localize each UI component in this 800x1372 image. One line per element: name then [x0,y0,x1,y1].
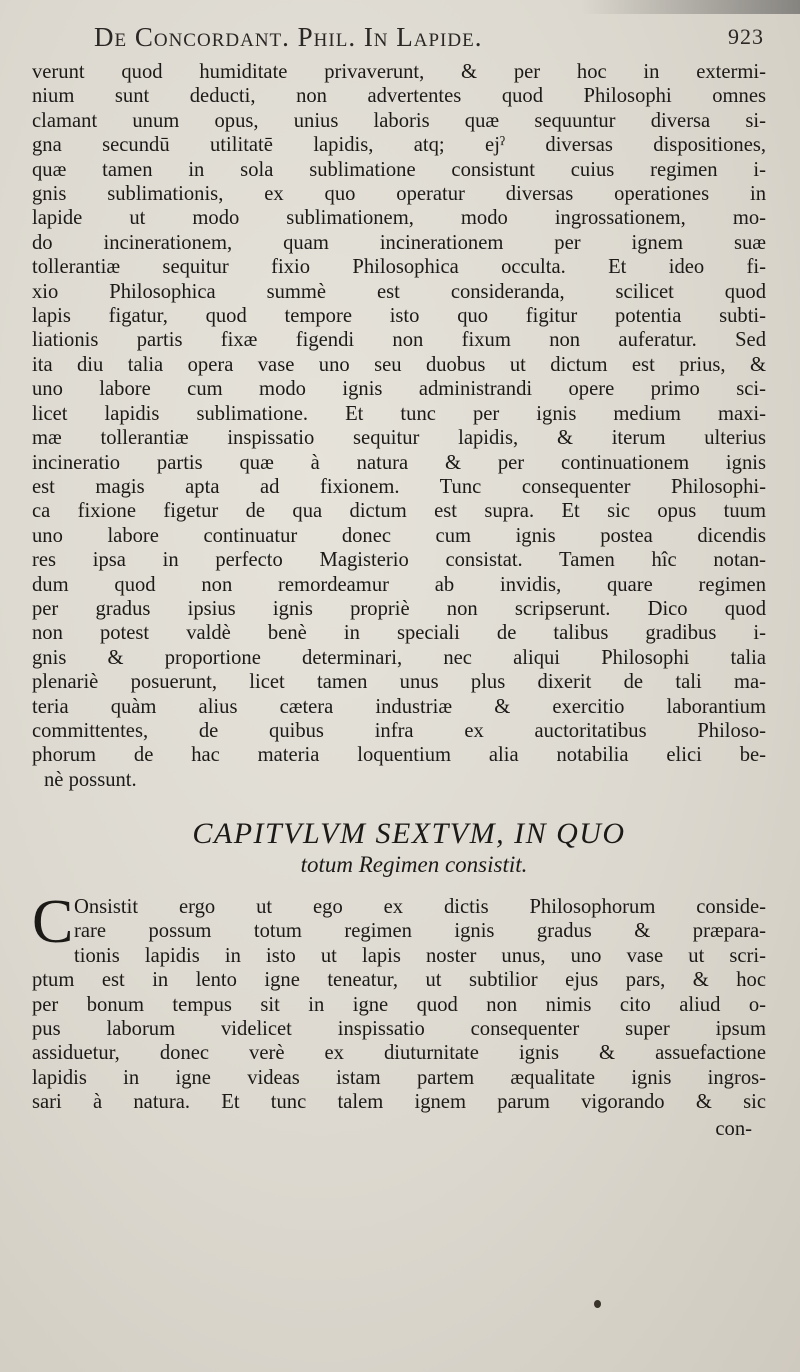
text-line: nè possunt. [44,768,137,791]
text-line: rare possum totum regimen ignis gradus & præpara- [74,920,766,943]
text-line: pus laborum videlicet inspissatio consequenter super ipsum [32,1018,766,1041]
text-line: do incinerationem, quam incinerationem per ignem suæ [32,231,766,254]
chapter-subtitle: totum Regimen consistit. [300,851,528,877]
text-line: est magis apta ad fixionem. Tunc consequenter Philosophi- [32,475,766,498]
text-line: tollerantiæ sequitur fixio Philosophica occulta. Et ideo fi- [32,256,766,279]
text-line: incineratio partis quæ à natura & per continuationem ignis [32,451,766,474]
running-title: De Concordant. Phil. In Lapide. [94,22,483,52]
text-line: uno labore continuatur donec cum ignis postea dicendis [32,524,766,547]
text-line: phorum de hac materia loquentium alia notabilia elici be- [32,744,766,767]
text-line: xio Philosophica summè est consideranda, scilicet quod [32,280,766,303]
text-line: per bonum tempus sit in igne quod non nimis cito aliud o- [32,993,766,1016]
text-line: quæ tamen in sola sublimatione consistunt cuius regimen i- [32,158,766,181]
text-line: liationis partis fixæ figendi non fixum non auferatur. Sed [32,329,766,352]
drop-capital: C [32,888,74,956]
ink-speck [594,1300,601,1308]
text-line: sari à natura. Et tunc talem ignem parum vigorando & sic [32,1091,766,1114]
text-line: verunt quod humiditate privaverunt, & per hoc in extermi- [32,61,766,83]
text-line: tionis lapidis in isto ut lapis noster unus, uno vase ut scri- [74,944,766,967]
running-header [32,16,766,60]
text-line: plenariè posuerunt, licet tamen unus plus dixerit de tali ma- [32,671,766,694]
text-line: clamant unum opus, unius laboris quæ sequuntur diversa si- [32,109,766,132]
text-line: gnis sublimationis, ex quo operatur diversas operationes in [32,183,766,206]
text-line: licet lapidis sublimatione. Et tunc per ignis medium maxi- [32,402,766,425]
text-line: lapis figatur, quod tempore isto quo figitur potentia subti- [32,305,766,328]
text-line: teria quàm alius cætera industriæ & exercitio laborantium [32,695,766,718]
text-line: Onsistit ergo ut ego ex dictis Philosophorum conside- [74,896,766,918]
text-line: gna secundū utilitatē lapidis, atq; ejˀ diversas dispositiones, [32,134,766,157]
page-number: 923 [728,24,764,49]
text-line: committentes, de quibus infra ex auctoritatibus Philoso- [32,719,766,742]
text-line: mæ tollerantiæ inspissatio sequitur lapidis, & iterum ulterius [32,427,766,450]
text-line: res ipsa in perfecto Magisterio consistat. Tamen hîc notan- [32,549,766,572]
text-line: uno labore cum modo ignis administrandi opere primo sci- [32,378,766,401]
text-line: non potest valdè benè in speciali de talibus gradibus i- [32,622,766,645]
chapter-paragraph-lines [32,888,766,1115]
chapter-heading [32,817,766,877]
text-line: per gradus ipsius ignis propriè non scripserunt. Dico quod [32,597,766,620]
chapter-paragraph [32,888,766,1115]
text-line: ptum est in lento igne teneatur, ut subtilior ejus pars, & hoc [32,969,766,992]
text-line: dum quod non remordeamur ab invidis, quare regimen [32,573,766,596]
text-line: assiduetur, donec verè ex diuturnitate ignis & assuefactione [32,1042,766,1065]
text-line: gnis & proportione determinari, nec aliqui Philosophi talia [32,646,766,669]
text-line: lapidis in igne videas istam partem æqualitate ignis ingros- [32,1066,766,1089]
text-line: ca fixione figetur de qua dictum est supra. Et sic opus tuum [32,500,766,523]
text-line: ita diu talia opera vase uno seu duobus ut dictum est prius, & [32,353,766,376]
catchword: con- [715,1117,752,1140]
paragraph-continued [32,60,766,792]
text-line: lapide ut modo sublimationem, modo ingrossationem, mo- [32,207,766,230]
text-line: nium sunt deducti, non advertentes quod Philosophi omnes [32,85,766,108]
chapter-title: CAPITVLVM SEXTVM, IN QUO [192,817,626,851]
main-text [32,60,766,1141]
